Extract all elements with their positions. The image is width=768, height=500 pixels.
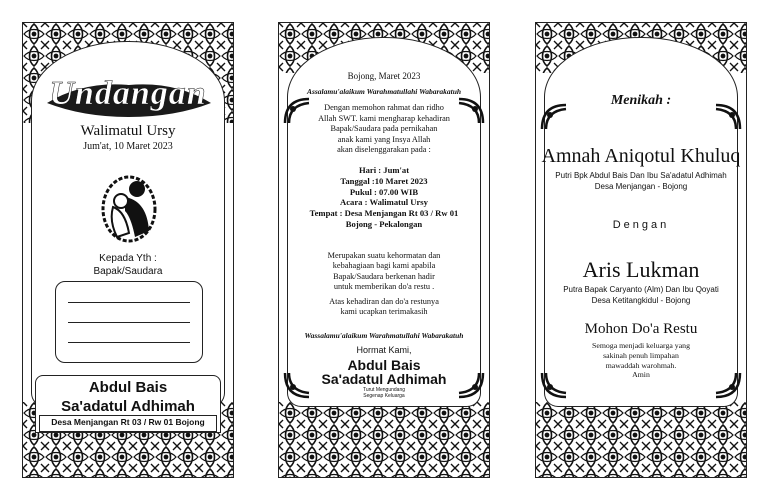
detail-line: Tanggal :10 Maret 2023 <box>340 175 428 186</box>
opening-greeting: Assalamu'alaikum Warahmatullahi Wabarakatuh <box>306 87 462 96</box>
sender-name-line1: Abdul Bais <box>88 379 168 396</box>
thanks-text <box>279 297 489 318</box>
detail-line: Bojong - Pekalongan <box>345 218 423 229</box>
footer-line2: Segenap Keluarga <box>363 393 405 399</box>
footer-line1: Turut Mengundang <box>362 387 406 393</box>
honor-text <box>279 251 489 292</box>
event-details <box>279 165 489 230</box>
ornament-bottom-band <box>279 402 489 477</box>
recipient-value: Bapak/Saudara <box>93 266 163 277</box>
connector-word: Dengan <box>612 219 670 231</box>
batik-pattern-icon <box>536 402 746 477</box>
address-line <box>68 342 190 343</box>
event-subtitle: Walimatul Ursy <box>80 123 176 139</box>
batik-pattern-icon <box>279 402 489 477</box>
address-line <box>68 322 190 323</box>
detail-line: Pukul : 07.00 WIB <box>349 186 419 197</box>
event-date: Jum'at, 10 Maret 2023 <box>83 141 173 152</box>
host-name-line1: Abdul Bais <box>347 357 421 373</box>
groom-name: Aris Lukman <box>582 257 700 282</box>
blessing-title: Mohon Do'a Restu <box>584 321 698 337</box>
couple-panel <box>535 22 747 478</box>
thanks-line: kami ucapkan terimakasih <box>340 307 428 317</box>
regards-label: Hormat Kami, <box>356 345 412 355</box>
place-date: Bojong, Maret 2023 <box>347 71 421 81</box>
groom-address: Desa Ketitangkidul - Bojong <box>591 296 691 305</box>
bride-parents: Putri Bpk Abdul Bais Dan Ibu Sa'adatul Adhimah <box>555 171 727 180</box>
couple-silhouette-icon <box>95 171 163 245</box>
host-name-line2: Sa'adatul Adhimah <box>321 371 447 387</box>
intro-line: Bapak/Saudara pada pernikahan <box>330 124 438 133</box>
address-box[interactable] <box>55 281 203 363</box>
prayer-text <box>536 341 746 380</box>
intro-text <box>279 103 489 156</box>
honor-line: kebahagiaan bagi kami apabila <box>332 261 436 271</box>
details-panel <box>278 22 490 478</box>
honor-line: Merupakan suatu kehormatan dan <box>327 251 441 260</box>
detail-line: Tempat : Desa Menjangan Rt 03 / Rw 01 <box>309 208 459 219</box>
prayer-line: mawaddah warohmah. <box>605 360 677 370</box>
detail-line: Hari : Jum'at <box>358 165 410 175</box>
detail-line: Acara : Walimatul Ursy <box>340 197 428 208</box>
intro-line: Dengan memohon rahmat dan ridho <box>324 103 444 112</box>
prayer-line: Semoga menjadi keluarga yang <box>592 341 690 350</box>
invitation-title: Undangan <box>49 75 207 112</box>
intro-line: anak kami yang Insya Allah <box>337 134 431 144</box>
closing-greeting: Wassalamu'alaikum Warahmatullahi Wabarakatuh <box>304 331 464 340</box>
intro-line: akan diselenggarakan pada : <box>337 145 431 154</box>
ornament-bottom-band <box>536 402 746 477</box>
prayer-line: sakinah penuh limpahan <box>603 350 679 360</box>
sender-name-line2: Sa'adatul Adhimah <box>61 398 195 415</box>
thanks-line: Atas kehadiran dan do'a restunya <box>329 297 439 306</box>
groom-parents: Putra Bapak Caryanto (Alm) Dan Ibu Qoyati <box>563 285 719 294</box>
address-line <box>68 302 190 303</box>
sender-address: Desa Menjangan Rt 03 / Rw 01 Bojong <box>51 417 205 427</box>
honor-line: untuk memberikan do'a restu . <box>333 281 435 291</box>
intro-line: Allah SWT. kami mengharap kehadiran <box>318 113 450 123</box>
bride-address: Desa Menjangan - Bojong <box>594 182 688 191</box>
married-heading: Menikah : <box>610 93 672 108</box>
recipient-label: Kepada Yth : <box>99 253 157 264</box>
sender-address-box <box>39 415 217 432</box>
bride-name: Amnah Aniqotul Khuluq <box>541 145 741 167</box>
cover-panel <box>22 22 234 478</box>
prayer-line: Amin <box>632 370 650 380</box>
honor-line: Bapak/Saudara berkenan hadir <box>333 271 435 281</box>
